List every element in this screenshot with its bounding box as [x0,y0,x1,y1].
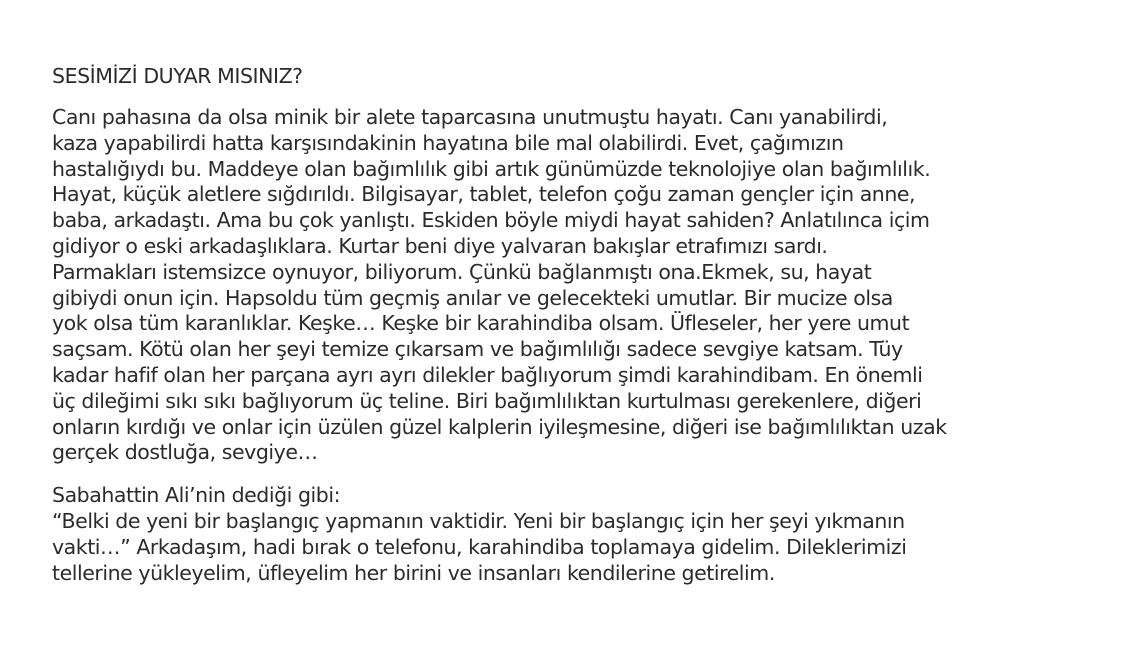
document-body [52,64,1082,603]
text-line: onların kırdığı ve onlar için üzülen güzel kalplerin iyileşmesine, diğeri ise bağımlılıktan uzak [52,414,947,439]
text-line: gerçek dostluğa, sevgiye… [52,440,318,465]
text-line: gidiyor o eski arkadaşlıklara. Kurtar beni diye yalvaran bakışlar etrafımızı sardı. [52,233,828,258]
document-title: SESİMİZİ DUYAR MISINIZ? [52,64,303,88]
text-line: Canı pahasına da olsa minik bir alete taparcasına unutmuştu hayatı. Canı yanabilirdi, [52,105,888,129]
paragraph-1 [52,105,1082,466]
text-line: Sabahattin Ali’nin dediği gibi: [52,483,341,508]
text-line: tellerine yükleyelim, üfleyelim her birini ve insanları kendilerine getirelim. [52,560,775,585]
text-line: kaza yapabilirdi hatta karşısındakinin hayatına bile mal olabilirdi. Evet, çağımızın [52,130,844,155]
quote-line: “Belki de yeni bir başlangıç yapmanın vaktidir. Yeni bir başlangıç için her şeyi yıkmanın [52,508,905,533]
text-line: üç dileğimi sıkı sıkı bağlıyorum üç teline. Biri bağımlılıktan kurtulması gerekenlere, diğeri [52,388,922,413]
text-line: hastalığıydı bu. Maddeye olan bağımlılık gibi artık günümüzde teknolojiye olan bağımlılık. [52,156,931,181]
text-line: saçsam. Kötü olan her şeyi temize çıkarsam ve bağımlılığı sadece sevgiye katsam. Tüy [52,337,903,362]
text-line: Parmakları istemsizce oynuyor, biliyorum. Çünkü bağlanmıştı ona.Ekmek, su, hayat [52,259,872,284]
paragraph-2 [52,483,1082,586]
text-line: Hayat, küçük aletlere sığdırıldı. Bilgisayar, tablet, telefon çoğu zaman gençler için anne, [52,182,916,207]
text-line: baba, arkadaştı. Ama bu çok yanlıştı. Eskiden böyle miydi hayat sahiden? Anlatılınca içim [52,208,930,233]
text-line: yok olsa tüm karanlıklar. Keşke… Keşke bir karahindiba olsam. Üfleseler, her yere umut [52,311,910,336]
text-line: gibiydi onun için. Hapsoldu tüm geçmiş anılar ve gelecekteki umutlar. Bir mucize olsa [52,285,893,310]
text-line: kadar hafif olan her parçana ayrı ayrı dilekler bağlıyorum şimdi karahindibam. En önemli [52,362,923,387]
text-line: vakti…” Arkadaşım, hadi bırak o telefonu, karahindiba toplamaya gidelim. Dileklerimizi [52,534,907,559]
